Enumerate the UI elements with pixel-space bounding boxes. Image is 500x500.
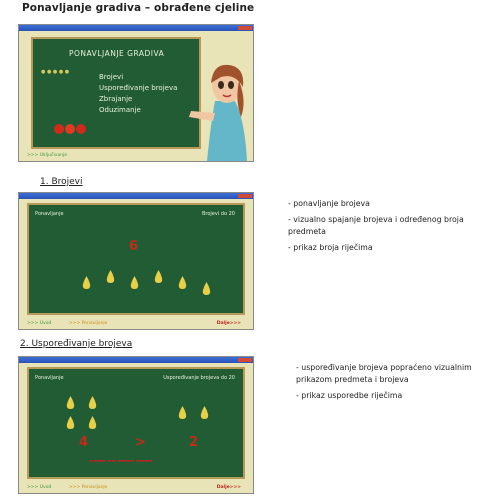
board-label-right: Brojevi do 20 [201,211,235,217]
bullets-usporedivanje [296,362,486,406]
bullet-item: - ponavljanje brojeva [288,199,370,208]
teacher-character-icon [185,61,253,161]
board-label-right: Uspoređivanje brojeva do 20 [163,375,235,381]
bullets-brojevi [288,198,478,258]
window-controls [238,26,252,30]
window-titlebar [19,193,253,199]
number-right: 2 [189,435,199,450]
menu-item-brojevi[interactable]: Brojevi [99,73,124,81]
screenshot-brojevi [18,192,254,330]
footer-ponavljanje-link[interactable]: >>> Ponavljanje [69,485,108,490]
section-heading-usporedivanje: 2. Uspoređivanje brojeva [20,339,133,349]
pear-icon [129,275,140,290]
chalkboard [27,367,245,479]
comparison-words: ▬▬▬▬ ▬▬ ▬▬▬▬ ▬▬▬▬ [89,459,153,464]
board-label-left: Ponavljanje [35,211,64,217]
pear-icon [65,395,76,410]
footer-uvod-link[interactable]: >>> Uvod [27,485,52,490]
pear-icon [201,281,212,296]
window-titlebar [19,25,253,31]
apples-icon [53,123,87,135]
chalkboard [31,37,201,149]
pear-icon [177,275,188,290]
window-controls [238,358,252,362]
pear-icon [199,405,210,420]
menu-item-oduzimanje[interactable]: Oduzimanje [99,106,141,114]
pear-icon [81,275,92,290]
footer-uvod-link[interactable]: >>> Uvod [27,321,52,326]
board-label-left: Ponavljanje [35,375,64,381]
section-heading-brojevi: 1. Brojevi [40,177,83,187]
chalkboard [27,203,245,315]
screenshot-usporedivanje [18,356,254,494]
comparison-sign: > [135,435,146,450]
bullet-item: - vizualno spajanje brojeva i određenog broja predmeta [288,215,464,236]
footer-ponavljanje-link[interactable]: >>> Ponavljanje [69,321,108,326]
page-title: Ponavljanje gradiva – obrađene cjeline [22,2,255,14]
pear-icon [65,415,76,430]
bullet-item: - prikaz usporedbe riječima [296,391,403,400]
pear-icon [105,269,116,284]
footer-home-link[interactable]: >>> Uključivanje [27,153,68,158]
board-title: PONAVLJANJE GRADIVA [69,49,165,58]
number-display: 6 [129,239,139,254]
window-titlebar [19,357,253,363]
bullet-item: - prikaz broja riječima [288,243,373,252]
menu-item-usporedivanje[interactable]: Uspoređivanje brojeva [99,84,178,92]
pear-icon [87,415,98,430]
pear-icon [177,405,188,420]
footer-dalje-link[interactable]: Dalje>>> [216,321,241,326]
bullet-item: - uspoređivanje brojeva popraćeno vizualnim prikazom predmeta i brojeva [296,363,472,384]
pear-icon [153,269,164,284]
number-left: 4 [79,435,89,450]
window-controls [238,194,252,198]
screenshot-main-menu [18,24,254,162]
footer-dalje-link[interactable]: Dalje>>> [216,485,241,490]
pear-icon [87,395,98,410]
board-dots: ● ● ● ● ● [41,69,70,75]
menu-item-zbrajanje[interactable]: Zbrajanje [99,95,133,103]
